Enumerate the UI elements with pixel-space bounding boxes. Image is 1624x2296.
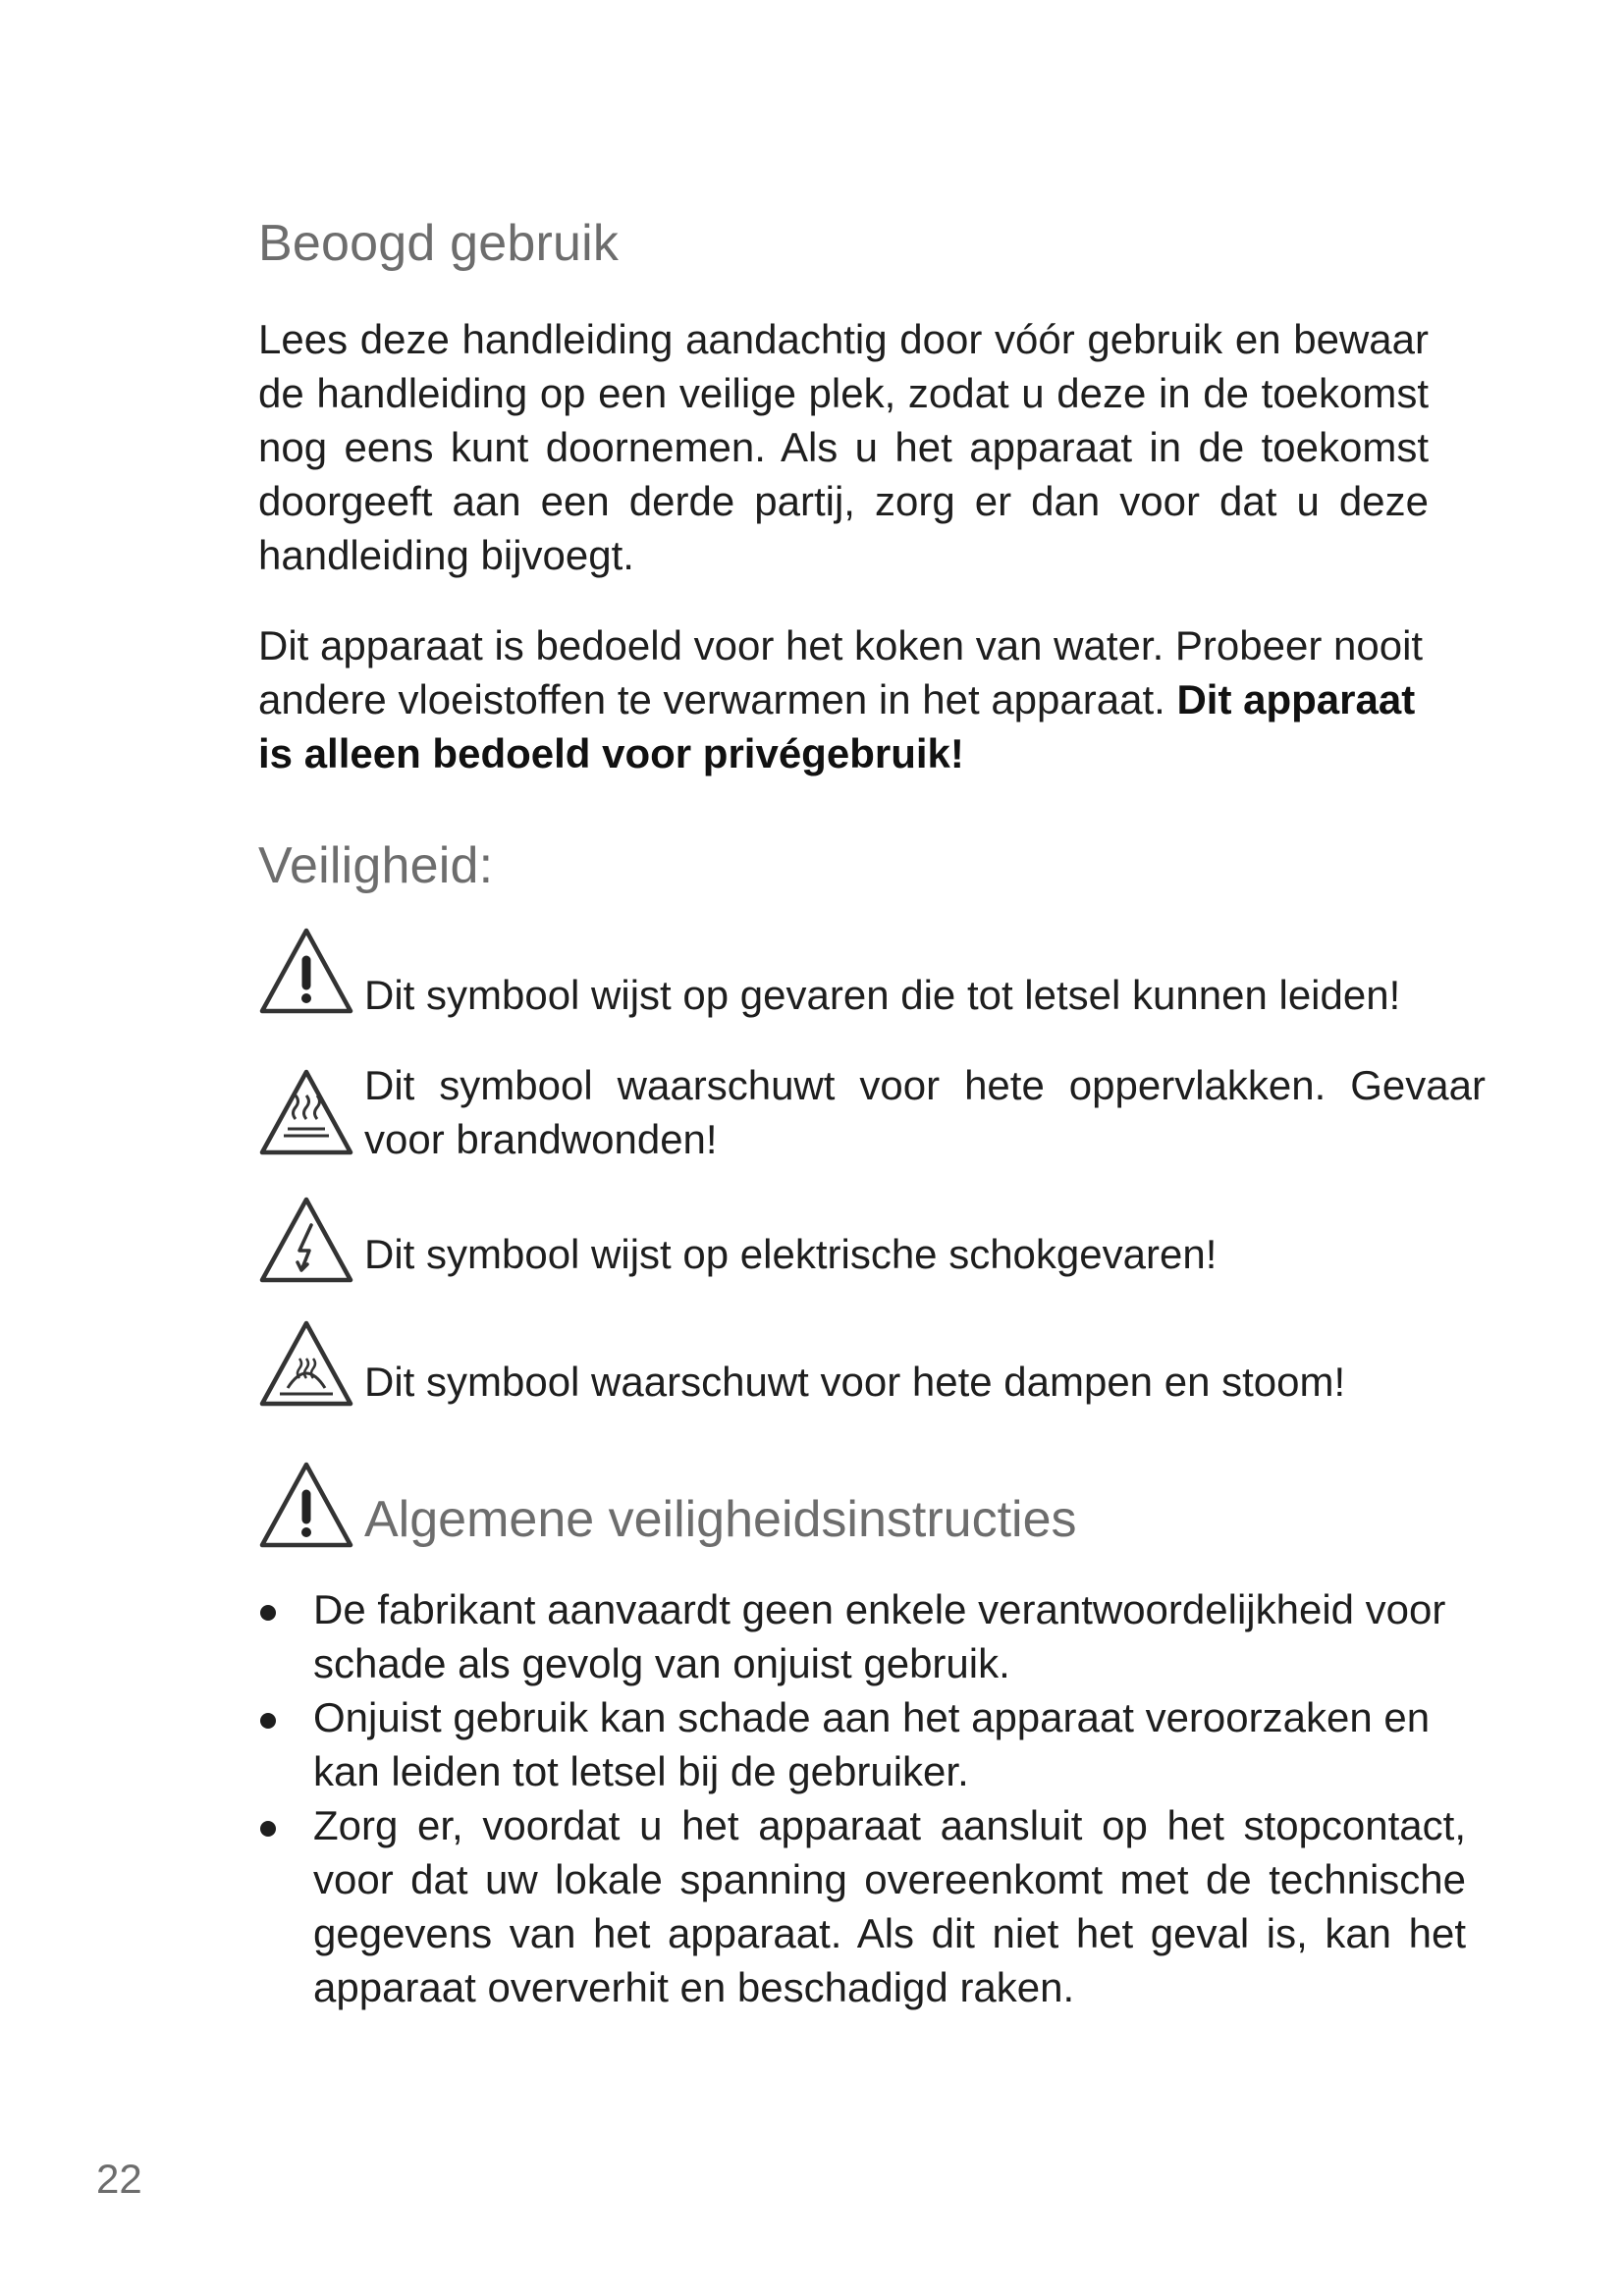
intended-use-paragraph-2 <box>258 618 1429 780</box>
hot-surface-icon <box>258 1068 354 1158</box>
symbol-row-electric <box>258 1196 1436 1290</box>
section-title-general-safety: Algemene veiligheidsinstructies <box>364 1491 1077 1548</box>
symbol-row-hot-steam <box>258 1319 1436 1414</box>
page-number: 22 <box>96 2156 142 2202</box>
bullet-icon <box>260 1821 276 1837</box>
warning-exclamation-icon <box>258 927 354 1017</box>
intended-use-paragraph-1: Lees deze handleiding aandachtig door vóór gebruik en bewaar de handleiding op een veilige plek, zodat u deze in de toekomst nog eens kunt doornemen. Als u het apparaat in de toekomst doorgeeft aan een derde partij, zorg er dan voor dat u deze handleiding bijvoegt. <box>258 316 1429 578</box>
paragraph-2-normal-text: Dit apparaat is bedoeld voor het koken van water. Probeer nooit andere vloeistoffen te verwarmen in het apparaat. <box>258 622 1424 722</box>
bullet-icon <box>260 1713 276 1729</box>
hot-steam-icon <box>258 1319 354 1410</box>
warning-exclamation-icon <box>258 1461 354 1551</box>
safety-instructions-list <box>258 1582 1466 2014</box>
list-item-text: Zorg er, voordat u het apparaat aansluit op het stopcontact, voor dat uw lokale spanning overeenkomt met de technische gegevens van het apparaat. Als dit niet het geval is, kan het apparaat oververhit en beschadigd raken. <box>313 1802 1466 2010</box>
symbol-description: Dit symbool waarschuwt voor hete oppervlakken. Gevaar voor brandwonden! <box>364 1062 1486 1162</box>
electric-shock-icon <box>258 1196 354 1286</box>
list-item <box>258 1798 1466 2014</box>
section-title-safety: Veiligheid: <box>258 837 494 894</box>
list-item-text: De fabrikant aanvaardt geen enkele verantwoordelijkheid voor schade als gevolg van onjuist gebruik. <box>313 1586 1446 1686</box>
paragraph-2-bold-text: Dit apparaat is alleen bedoeld voor privégebruik! <box>258 676 1416 776</box>
bullet-icon <box>260 1605 276 1621</box>
list-item-text: Onjuist gebruik kan schade aan het apparaat veroorzaken en kan leiden tot letsel bij de gebruiker. <box>313 1694 1431 1794</box>
symbol-description: Dit symbool wijst op elektrische schokgevaren! <box>364 1231 1218 1277</box>
section-title-intended-use: Beoogd gebruik <box>258 215 620 272</box>
symbol-description: Dit symbool wijst op gevaren die tot letsel kunnen leiden! <box>364 972 1401 1018</box>
general-safety-header <box>258 1461 1436 1569</box>
list-item <box>258 1690 1466 1798</box>
symbol-description: Dit symbool waarschuwt voor hete dampen en stoom! <box>364 1359 1346 1405</box>
symbol-row-hot-surface <box>258 1058 1486 1186</box>
symbol-row-warning <box>258 927 1436 1021</box>
list-item <box>258 1582 1466 1690</box>
